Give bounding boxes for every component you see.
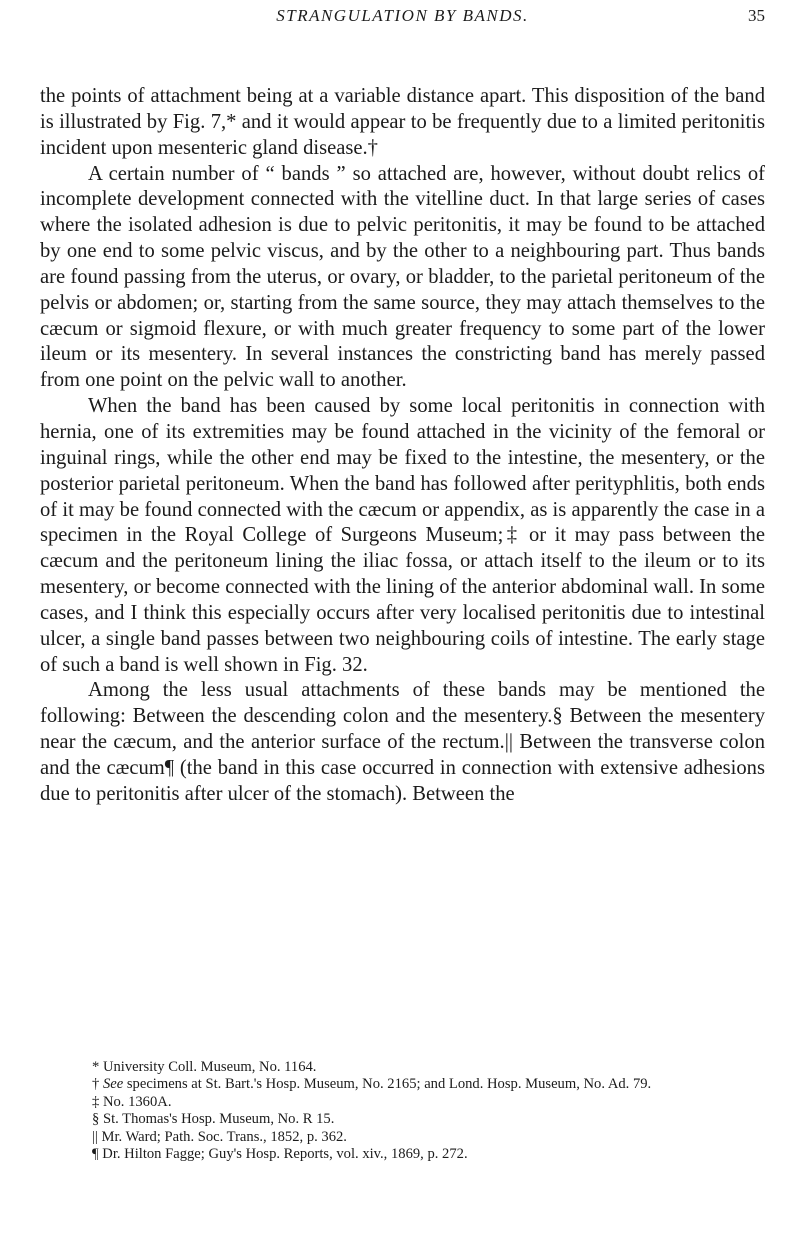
footnote-text: Dr. Hilton Fagge; Guy's Hosp. Reports, vol. xiv., 1869, p. 272. bbox=[102, 1146, 468, 1163]
footnote-mark: † bbox=[92, 1076, 100, 1093]
footnote-mark: || bbox=[92, 1128, 98, 1145]
footnote bbox=[40, 1111, 765, 1128]
footnotes bbox=[40, 1059, 765, 1163]
footnote bbox=[40, 1059, 765, 1076]
footnote-text: No. 1360A. bbox=[102, 1093, 172, 1110]
paragraph: the points of attachment being at a variable distance apart. This disposition of the band is illustrated by Fig. 7,* and it would appear to be frequently due to a limited peritonitis incident upon mesenteric gland disease.† bbox=[40, 85, 765, 159]
footnote-text: specimens at St. Bart.'s Hosp. Museum, No. 2165; and Lond. Hosp. Museum, No. Ad. 79. bbox=[123, 1076, 652, 1093]
page-header bbox=[40, 6, 765, 30]
running-title: STRANGULATION BY BANDS. bbox=[276, 6, 529, 25]
footnote-italic: See bbox=[102, 1076, 124, 1093]
footnote-text: University Coll. Museum, No. 1164. bbox=[102, 1059, 317, 1075]
footnote bbox=[40, 1076, 765, 1093]
paragraph: When the band has been caused by some local peritonitis in connection with hernia, one of its extremities may be found attached in the vicinity of the femoral or inguinal rings, while the other end may be fixed to the intestine, the mesentery, or the posterior parietal peritoneum. When the band has followed after perityphlitis, both ends of it may be found connected with the cæcum or appendix, as is apparently the case in a specimen in the Royal College of Surgeons Museum;‡ or it may pass between the cæcum and the peritoneum lining the iliac fossa, or attach itself to the ileum or to its mesentery, or become connected with the lining of the anterior abdominal wall. In some cases, and I think this especially occurs after very localised peritonitis due to intestinal ulcer, a single band passes between two neighbouring coils of intestine. The early stage of such a band is well shown in Fig. 32. bbox=[40, 395, 765, 676]
footnote-text: Mr. Ward; Path. Soc. Trans., 1852, p. 362. bbox=[101, 1128, 347, 1145]
footnote bbox=[40, 1146, 765, 1163]
footnote-mark: § bbox=[92, 1111, 100, 1128]
footnote-text: St. Thomas's Hosp. Museum, No. R 15. bbox=[102, 1111, 335, 1128]
paragraph: Among the less usual attachments of these bands may be mentioned the following: Between the descending colon and the mesentery.§ Between the mesentery near the cæcum, and the anterior surface of the rectum.|| Between the transverse colon and the cæcum¶ (the band in this case occurred in connection with extensive adhesions due to peritonitis after ulcer of the stomach). Between the bbox=[40, 679, 765, 805]
footnote-mark: ¶ bbox=[92, 1146, 99, 1163]
footnote bbox=[40, 1129, 765, 1146]
footnote-mark: ‡ bbox=[92, 1093, 100, 1110]
body-text bbox=[40, 84, 765, 808]
paragraph: A certain number of “ bands ” so attached are, however, without doubt relics of incomplete development connected with the vitelline duct. In that large series of cases where the isolated adhesion is due to pelvic peritonitis, it may be found to be attached by one end to some pelvic viscus, and by the other to a neighbouring part. Thus bands are found passing from the uterus, or ovary, or bladder, to the parietal peritoneum of the pelvis or abdomen; or, starting from the same source, they may attach themselves to the cæcum or sigmoid flexure, or with much greater frequency to some part of the lower ileum or its mesentery. In several instances the constricting band has merely passed from one point on the pelvic wall to another. bbox=[40, 162, 765, 392]
page-number: 35 bbox=[748, 6, 765, 25]
footnote-mark: * bbox=[92, 1059, 100, 1075]
footnote bbox=[40, 1094, 765, 1111]
